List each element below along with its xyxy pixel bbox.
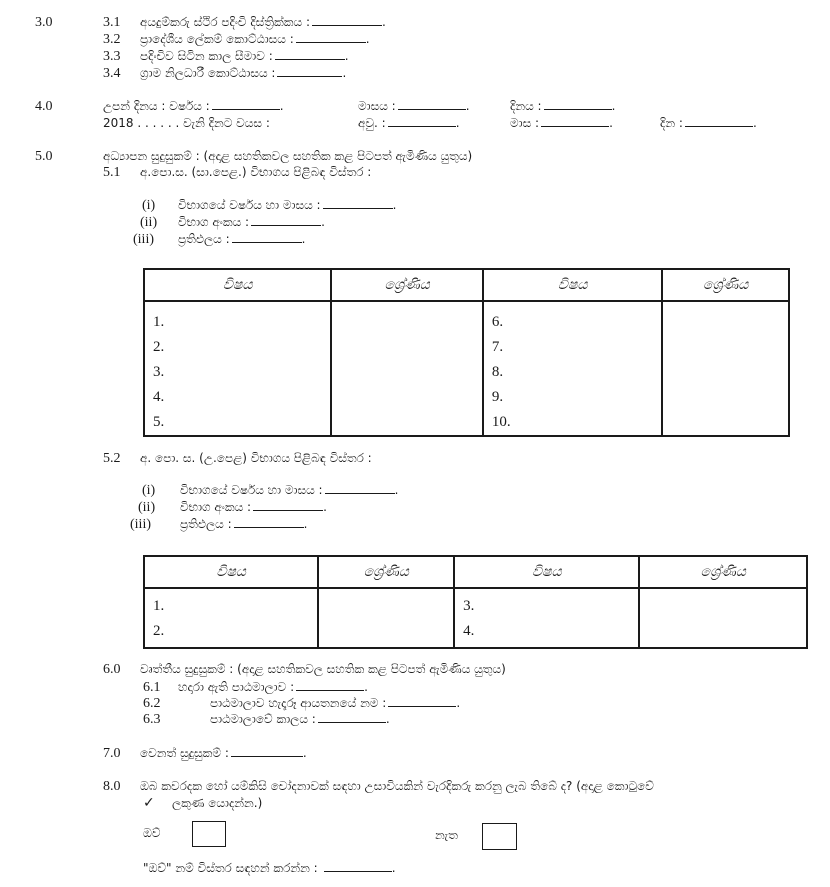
- section-8-number: 8.0: [103, 779, 121, 794]
- al-results-table: [143, 555, 808, 649]
- field-age-months[interactable]: මාස : .: [510, 116, 613, 130]
- section-6-number: 6.0: [103, 662, 121, 677]
- field-ol-result[interactable]: ප්‍රතිඵලය : .: [178, 232, 306, 246]
- item-3-3-number: 3.3: [103, 49, 121, 64]
- section-4-number: 4.0: [35, 99, 53, 114]
- item-6-1-number: 6.1: [143, 680, 161, 695]
- al-item-ii-number: (ii): [138, 500, 156, 515]
- al-row-label: 1.: [153, 598, 165, 614]
- field-institute-name[interactable]: පාඨමාලාව හැදෑරූ ආයතනයේ නම : .: [210, 696, 461, 710]
- field-al-exam-year[interactable]: විභාගයේ වර්ෂය හා මාසය : .: [180, 483, 399, 497]
- item-3-1-number: 3.1: [103, 15, 121, 30]
- conviction-question: ඔබ කවරදක හෝ යම්කිසි චෝදනාවක් සඳහා උසාවියකින් වැරදිකරු කරනු ලැබ තිබේ ද? (අදාළ කොටුවේ: [140, 779, 654, 793]
- field-birth-day[interactable]: දිනය : .: [510, 99, 616, 113]
- field-al-index-number[interactable]: විභාග අංකය : .: [180, 500, 327, 514]
- al-subjects-col-1[interactable]: [144, 588, 318, 648]
- ol-header-subject-1: විෂය: [144, 269, 331, 301]
- yes-checkbox[interactable]: [192, 821, 226, 847]
- al-header-grade-1: ශ්‍රේණිය: [318, 556, 454, 588]
- al-header-grade-2: ශ්‍රේණිය: [639, 556, 807, 588]
- age-as-at-label: 2018 . . . . . . වැනි දිනට වයස :: [103, 116, 270, 130]
- al-grades-col-2[interactable]: [639, 588, 807, 648]
- ol-item-i-number: (i): [142, 198, 156, 213]
- ol-subjects-col-2[interactable]: [483, 301, 662, 436]
- field-birth-month[interactable]: මාසය : .: [358, 99, 470, 113]
- yes-label: ඔව්: [143, 826, 161, 840]
- ol-row-label: 8.: [491, 364, 504, 380]
- tick-mark-icon: ✓: [143, 795, 155, 811]
- field-conviction-details[interactable]: "ඔව්" නම් විස්තර සඳහන් කරන්න : .: [143, 861, 396, 875]
- field-birth-year[interactable]: උපන් දිනය : වර්ෂය : .: [103, 99, 284, 113]
- ol-exam-title: අ.පො.ස. (සා.පෙළ.) විභාගය පිළිබඳ විස්තර :: [140, 165, 372, 179]
- ol-row-label: 5.: [153, 414, 165, 430]
- ol-results-table: [143, 268, 790, 437]
- ol-header-grade-2: ශ්‍රේණිය: [662, 269, 789, 301]
- field-other-qualifications[interactable]: වෙනත් සුදුසුකම් : .: [140, 746, 307, 760]
- al-header-subject-1: විෂය: [144, 556, 318, 588]
- no-label: නැත: [435, 828, 458, 842]
- field-age-days[interactable]: දින : .: [660, 116, 757, 130]
- ol-row-label: 2.: [153, 339, 165, 355]
- item-6-2-number: 6.2: [143, 696, 161, 711]
- field-gn-division[interactable]: ග්‍රාම නිලධාරී කොට්ඨාසය : .: [140, 66, 347, 80]
- al-grades-col-1[interactable]: [318, 588, 454, 648]
- item-6-3-number: 6.3: [143, 712, 161, 727]
- field-residence-period[interactable]: පදිංචිව සිටින කාල සීමාව : .: [140, 49, 349, 63]
- al-row-label: 2.: [153, 623, 165, 639]
- section-5-number: 5.0: [35, 149, 53, 164]
- ol-subjects-col-1[interactable]: [144, 301, 331, 436]
- item-3-4-number: 3.4: [103, 66, 121, 81]
- field-al-result[interactable]: ප්‍රතිඵලය : .: [180, 517, 308, 531]
- ol-row-label: 7.: [491, 339, 504, 355]
- education-heading: අධ්‍යාපන සුදුසුකම් : (අදාළ සහතිකවල සහතික කළ පිටපත් ඇමිණිය යුතුය): [103, 149, 473, 163]
- al-exam-title: අ. පො. ස. (උ.පෙළ) විභාගය පිළිබඳ විස්තර :: [140, 451, 372, 465]
- field-course-duration[interactable]: පාඨමාලාවේ කාලය : .: [210, 712, 390, 726]
- conviction-instruction: ලකුණ යොදන්න.): [172, 796, 263, 810]
- ol-row-label: 3.: [153, 364, 165, 380]
- ol-row-label: 9.: [491, 389, 504, 405]
- ol-item-iii-number: (iii): [133, 232, 154, 247]
- ol-row-label: 10.: [491, 414, 511, 430]
- ol-grades-col-1[interactable]: [331, 301, 483, 436]
- field-course-followed[interactable]: හදාරා ඇති පාඨමාලාව : .: [178, 680, 368, 694]
- al-header-subject-2: විෂය: [454, 556, 639, 588]
- al-item-iii-number: (iii): [130, 517, 151, 532]
- professional-heading: වෘත්තීය සුදුසුකම් : (අදාළ සහතිකවල සහතික කළ පිටපත් ඇමිණිය යුතුය): [140, 662, 506, 676]
- ol-row-label: 6.: [491, 314, 504, 330]
- al-row-label: 4.: [463, 623, 475, 639]
- al-subjects-col-2[interactable]: [454, 588, 639, 648]
- ol-header-grade-1: ශ්‍රේණිය: [331, 269, 483, 301]
- item-5-1-number: 5.1: [103, 165, 121, 180]
- section-3-number: 3.0: [35, 15, 53, 30]
- section-7-number: 7.0: [103, 746, 121, 761]
- field-ds-division[interactable]: ප්‍රාදේශීය ලේකම් කොට්ඨාසය : .: [140, 32, 370, 46]
- item-5-2-number: 5.2: [103, 451, 121, 466]
- al-item-i-number: (i): [142, 483, 156, 498]
- ol-item-ii-number: (ii): [140, 215, 158, 230]
- al-row-label: 3.: [463, 598, 475, 614]
- ol-header-subject-2: විෂය: [483, 269, 662, 301]
- field-age-years[interactable]: අවු. : .: [358, 116, 460, 130]
- ol-row-label: 4.: [153, 389, 165, 405]
- field-district[interactable]: අයදුම්කරු ස්ථිර පදිංචි දිස්ත්‍රික්කය : .: [140, 15, 386, 29]
- ol-row-label: 1.: [153, 314, 165, 330]
- field-ol-exam-year[interactable]: විභාගයේ වර්ෂය හා මාසය : .: [178, 198, 397, 212]
- field-ol-index-number[interactable]: විභාග අංකය : .: [178, 215, 325, 229]
- ol-grades-col-2[interactable]: [662, 301, 789, 436]
- item-3-2-number: 3.2: [103, 32, 121, 47]
- no-checkbox[interactable]: [482, 823, 517, 850]
